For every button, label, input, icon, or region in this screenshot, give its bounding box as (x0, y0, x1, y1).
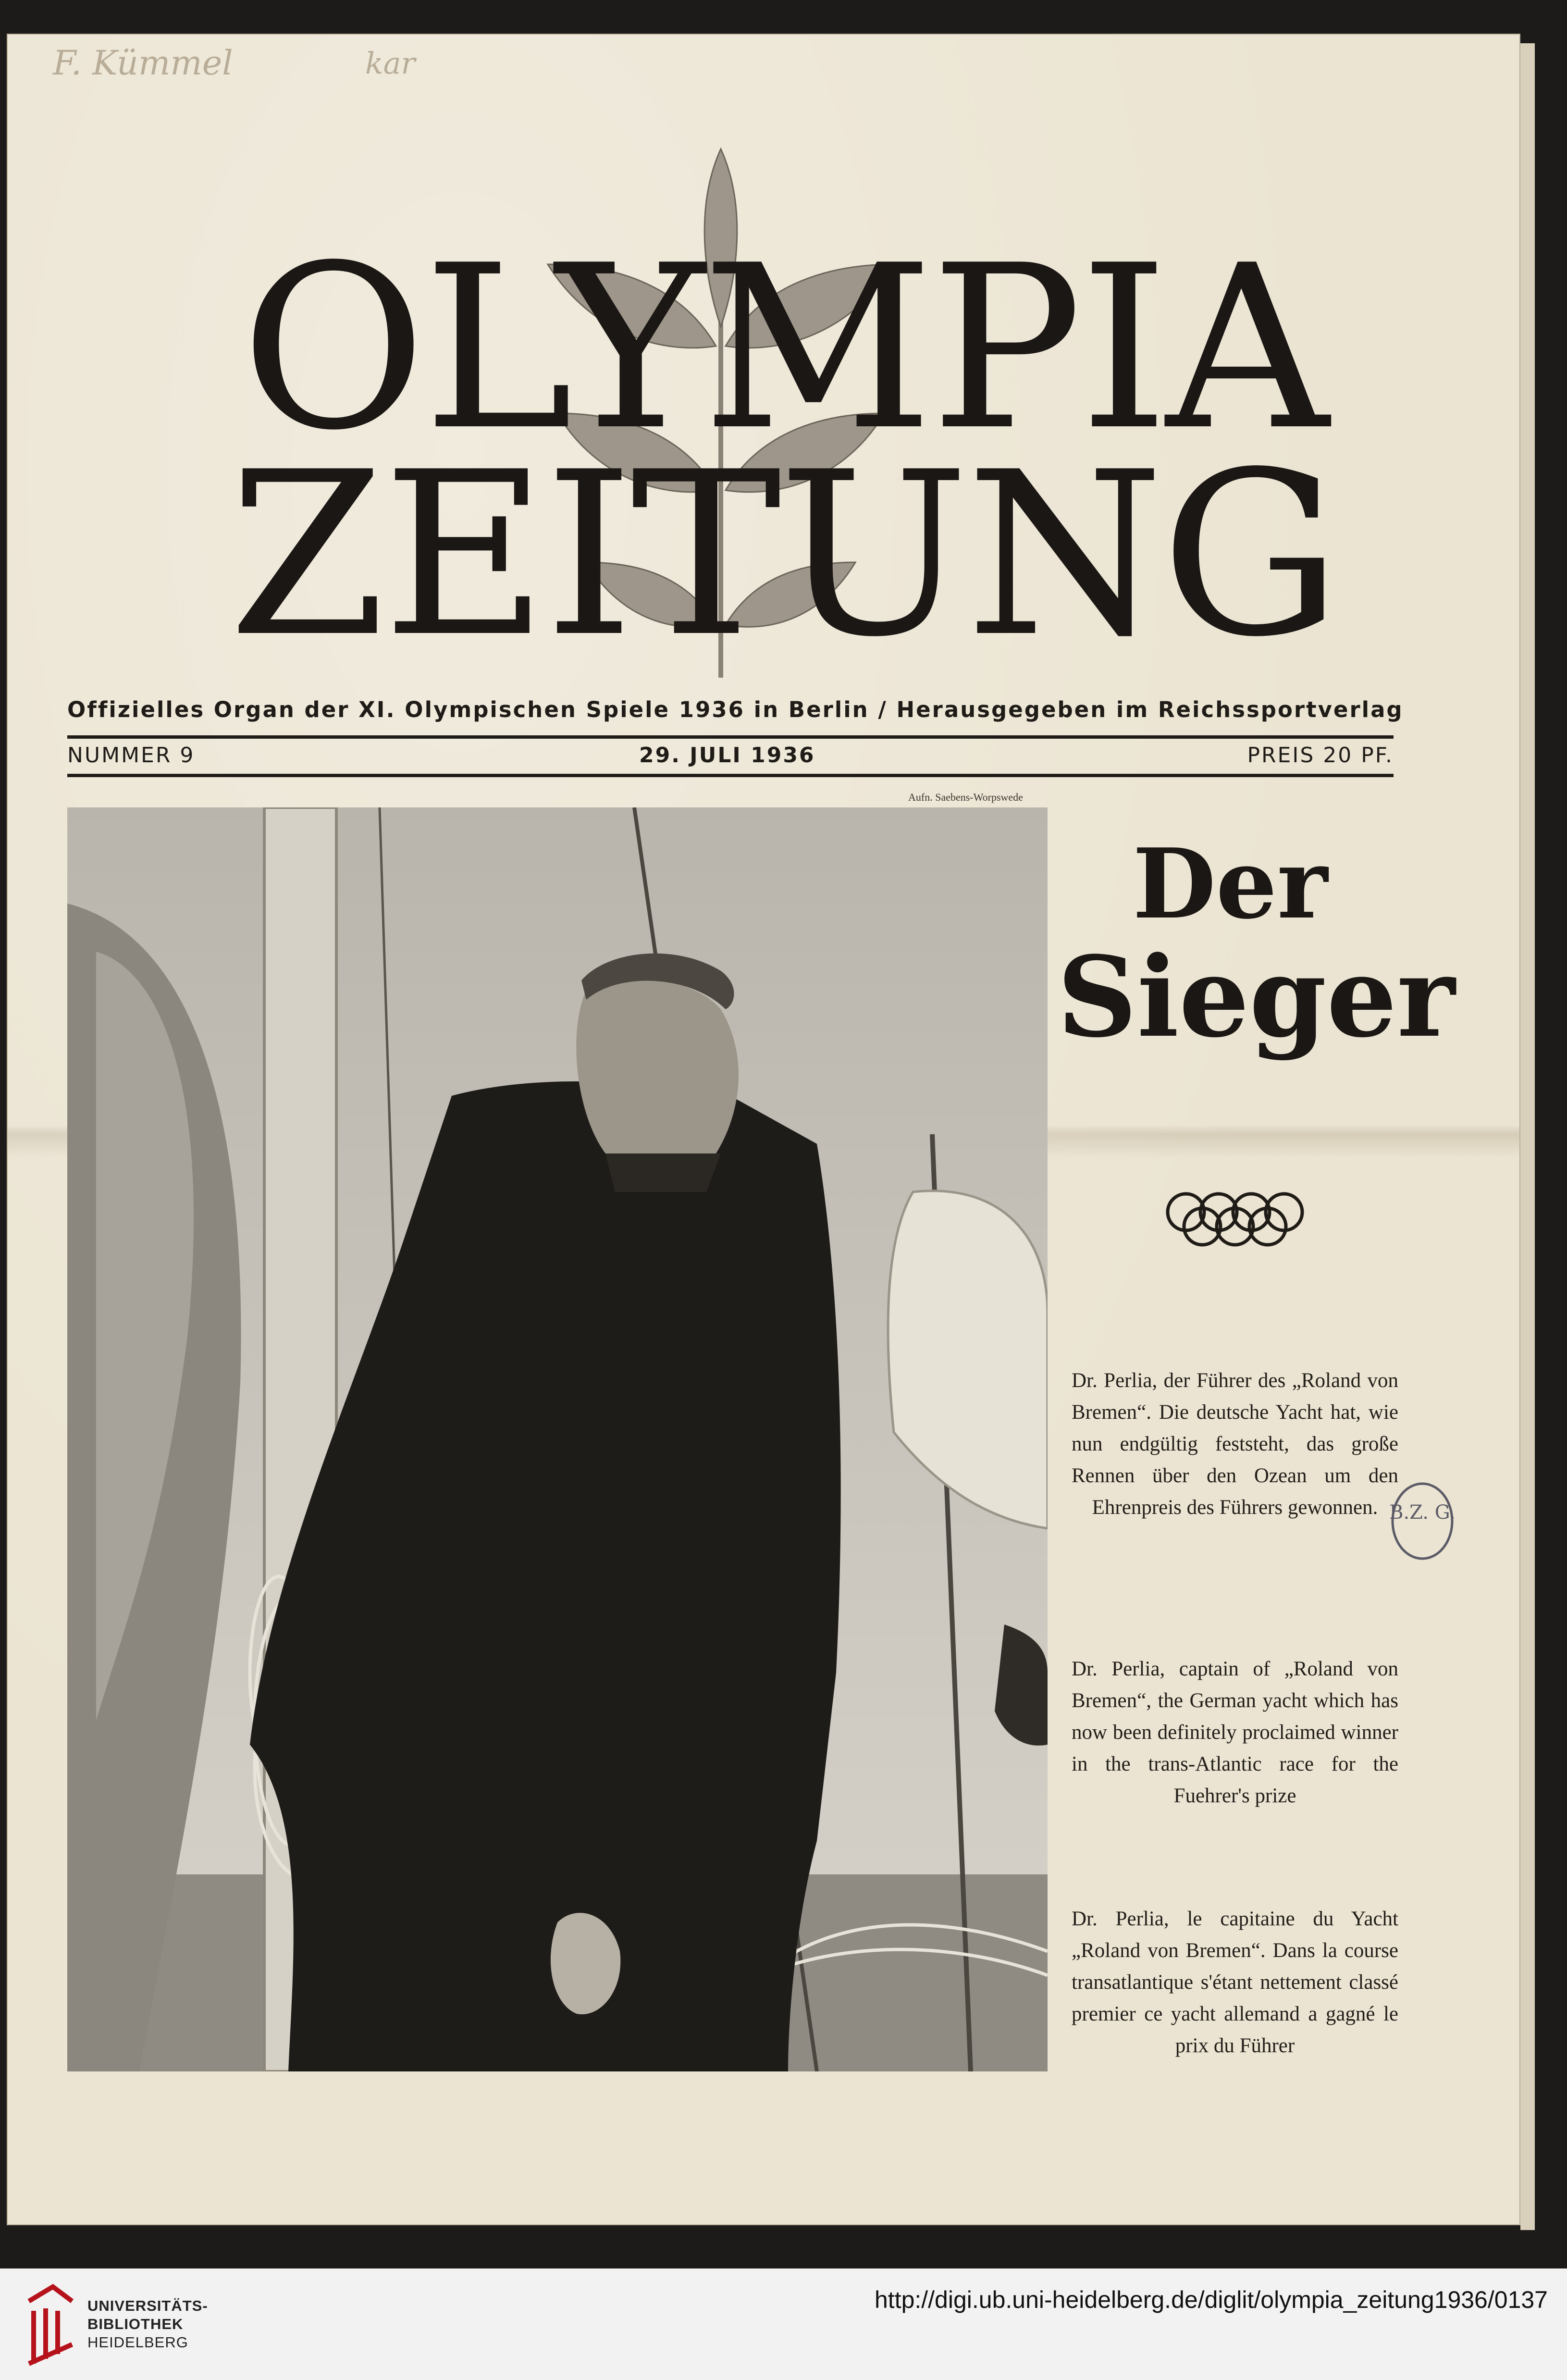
masthead-title-line-1: OLYMPIA (241, 217, 1326, 480)
masthead-title-line-2: ZEITUNG (228, 423, 1339, 686)
headline-line-1: Der (1132, 828, 1328, 941)
divider-rule (67, 774, 1394, 777)
headline-line-2: Sieger (1057, 932, 1456, 1062)
headline (1057, 828, 1456, 1062)
library-name-line-2: BIBLIOTHEK (87, 2316, 184, 2332)
pencil-note: kar (365, 46, 416, 81)
library-logo-icon (19, 2282, 77, 2368)
library-stamp (1389, 1480, 1456, 1562)
masthead-subtitle: Offizielles Organ der XI. Olympischen Spiele 1936 in Berlin / Herausgegeben im Reichssportverlag (67, 697, 1404, 722)
issue-price: PREIS 20 PF. (1247, 743, 1394, 768)
library-footer (0, 2268, 1567, 2380)
caption-german: Dr. Perlia, der Führer des „Roland von Bremen“. Die deutsche Yacht hat, wie nun endgültig feststeht, das große Rennen über den Ozean um den Ehrenpreis des Führers gewonnen. (1072, 1369, 1398, 1519)
issue-date: 29. JULI 1936 (639, 743, 815, 768)
issue-number: NUMMER 9 (67, 743, 195, 768)
pencil-note: F. Kümmel (53, 43, 233, 83)
photo-credit: Aufn. Saebens-Worpswede (908, 791, 1023, 803)
cover-photograph (67, 807, 1048, 2071)
library-name-line-1: UNIVERSITÄTS- (87, 2297, 208, 2314)
stamp-text: B.Z. G. (1389, 1501, 1456, 1524)
caption-french: Dr. Perlia, le capitaine du Yacht „Roland von Bremen“. Dans la course transatlantique s'étant nettement classé premier ce yacht allemand a gagné le prix du Führer (1072, 1908, 1398, 2057)
olympic-rings-icon (1163, 1187, 1307, 1250)
library-name-line-3: HEIDELBERG (87, 2334, 188, 2351)
divider-rule (67, 735, 1394, 739)
caption-english: Dr. Perlia, captain of „Roland von Bremen“, the German yacht which has now been definitely proclaimed winner in the trans-Atlantic race for the Fuehrer's prize (1072, 1658, 1398, 1807)
source-url-link[interactable]: http://digi.ub.uni-heidelberg.de/diglit/olympia_zeitung1936/0137 (874, 2286, 1548, 2313)
